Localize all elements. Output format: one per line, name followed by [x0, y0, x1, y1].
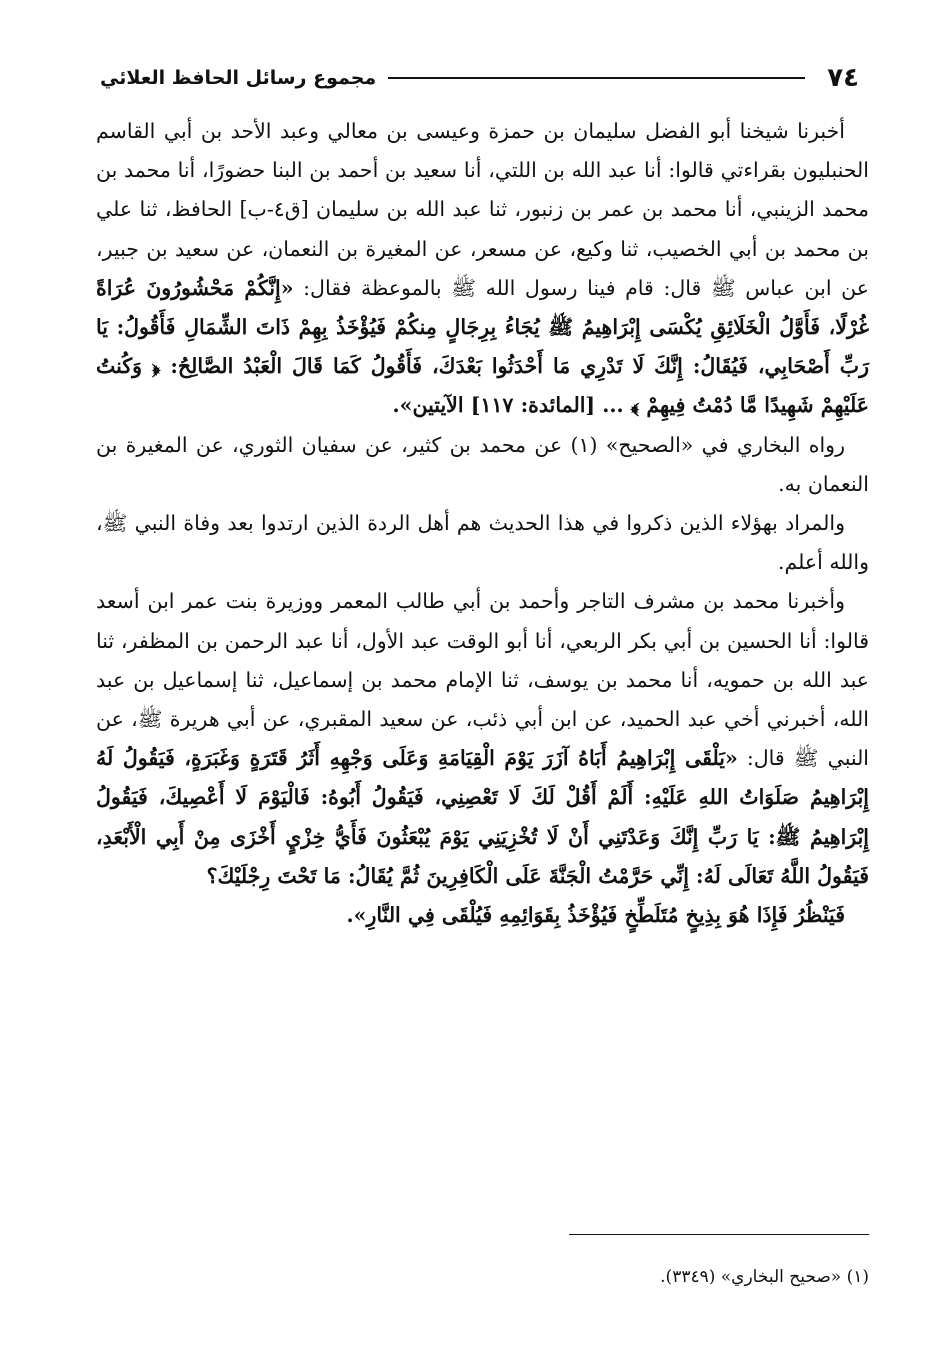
paragraph-text: وأخبرنا محمد بن مشرف التاجر وأحمد بن أبي طالب المعمر ووزيرة بنت عمر ابن أسعد قالوا: أنا الحسين بن أبي بكر الربعي، أنا أبو الوقت عبد الأول، أنا عبد الرحمن بن المظفر، ثنا عبد الله بن حمويه، أنا محمد بن يوسف، ثنا الإمام محمد بن إسماعيل، ثنا إسماعيل بن عبد الله، أخبرني أخي عبد الحميد، عن ابن أبي ذئب، عن سعيد المقبري، عن أبي هريرة ﷺ، عن النبي ﷺ قال: — [96, 589, 870, 771]
page-number: ٧٤ — [827, 63, 859, 93]
paragraph-text: أخبرنا شيخنا أبو الفضل سليمان بن حمزة وعيسى بن معالي وعبد الأحد بن أبي القاسم الحنبليون بقراءتي قالوا: أنا عبد الله بن اللتي، أنا سعيد بن أحمد بن البنا حضورًا، أنا محمد بن محمد الزينبي، أنا محمد بن عمر بن زنبور، ثنا عبد الله بن سليمان [ق٤-ب] الحافظ، ثنا علي بن محمد بن أبي الخصيب، ثنا وكيع، عن مسعر، عن المغيرة بن النعمان، عن سعيد بن جبير، عن ابن عباس ﷺ قال: قام فينا رسول الله ﷺ بالموعظة فقال: — [96, 119, 869, 300]
main-text — [96, 112, 869, 935]
paragraph-2 — [96, 426, 869, 504]
running-title: مجموع رسائل الحافظ العلائي — [100, 67, 377, 89]
footnote-divider — [569, 1234, 869, 1235]
paragraph-5 — [96, 896, 869, 935]
paragraph-3 — [96, 504, 869, 582]
header-divider — [388, 77, 805, 79]
paragraph-1 — [96, 112, 869, 426]
paragraph-text: والمراد بهؤلاء الذين ذكروا في هذا الحديث هم أهل الردة الذين ارتدوا بعد وفاة النبي ﷺ، والله أعلم. — [96, 511, 869, 575]
hadith-text: فَيَنْظُرُ فَإِذَا هُوَ بِذِيخٍ مُتَلَطِّخٍ فَيُؤْخَذُ بِقَوَائِمِهِ فَيُلْقَى فِي النَّارِ». — [346, 903, 845, 928]
paragraph-text: رواه البخاري في «الصحيح» (١) عن محمد بن كثير، عن سفيان الثوري، عن المغيرة بن النعمان به. — [96, 432, 869, 496]
footnote: (١) «صحيح البخاري» (٣٣٤٩). — [660, 1267, 869, 1287]
paragraph-4 — [96, 582, 869, 896]
page-header — [100, 58, 859, 98]
hadith-text: «إِنَّكُمْ مَحْشُورُونَ عُرَاةً غُرْلًا، فَأَوَّلُ الْخَلَائِقِ يُكْسَى إِبْرَاهِيمُ ﷺ يُجَاءُ بِرِجَالٍ مِنكُمْ فَيُؤْخَذُ بِهِمْ ذَاتَ الشِّمَالِ فَأَقُولُ: يَا رَبِّ أَصْحَابِي، فَيُقَالُ: إِنَّكَ لَا تَدْرِي مَا أَحْدَثُوا بَعْدَكَ، فَأَقُولُ كَمَا قَالَ الْعَبْدُ الصَّالِحُ: ﴿ وَكُنتُ عَلَيْهِمْ شَهِيدًا مَّا دُمْتُ فِيهِمْ ﴾ ... [المائدة: ١١٧] الآيتين». — [96, 275, 869, 418]
hadith-text: «يَلْقَى إِبْرَاهِيمُ أَبَاهُ آزَرَ يَوْمَ الْقِيَامَةِ وَعَلَى وَجْهِهِ أَثَرُ قَتَرَةٍ وَغَبَرَةٍ، فَيَقُولُ لَهُ إِبْرَاهِيمُ صَلَوَاتُ اللهِ عَلَيْهِ: أَلَمْ أَقُلْ لَكَ لَا تَعْصِنِي، فَيَقُولُ أَبُوهُ: فَالْيَوْمَ لَا أَعْصِيكَ، فَيَقُولُ إِبْرَاهِيمُ ﷺ: يَا رَبِّ إِنَّكَ وَعَدْتَنِي أَنْ لَا تُخْزِيَنِي يَوْمَ يُبْعَثُونَ فَأَيُّ خِزْيٍ أَخْزَى مِنْ أَبِي الْأَبْعَدِ، فَيَقُولُ اللَّهُ تَعَالَى لَهُ: إِنِّي حَرَّمْتُ الْجَنَّةَ عَلَى الْكَافِرِينَ ثُمَّ يُقَالُ: مَا تَحْتَ رِجْلَيْكَ؟ — [96, 746, 869, 888]
